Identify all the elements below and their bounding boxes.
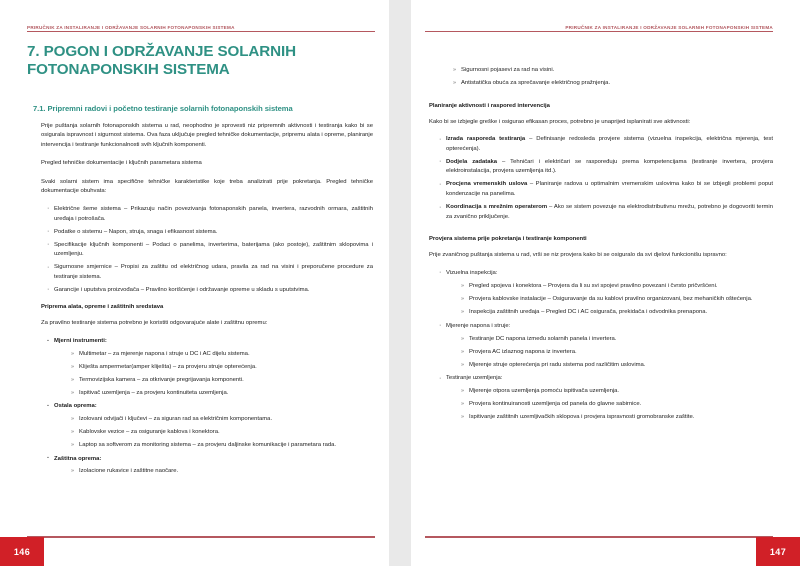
tool-group-list (47, 337, 373, 477)
list-item: » Kablovske vezice – za osiguranje kablova i konektora. (71, 428, 373, 438)
running-header-right (425, 20, 773, 32)
page-147 (411, 0, 800, 566)
list-item (439, 135, 773, 154)
list-item: · Podatke o sistemu – Napon, struja, snaga i efikasnost sistema. (47, 228, 373, 238)
running-header-text: PRIRUČNIK ZA INSTALIRANJE I ODRŽAVANJE SOLARNIH FOTONAPONSKIH SISTEMA (27, 24, 235, 30)
list-item: » Kliješta ampermetar(amper kliješta) – za provjeru struje opterećenja. (71, 363, 373, 373)
documentation-bullet-list (47, 205, 373, 296)
chapter-title: 7. POGON I ODRŽAVANJE SOLARNIH FOTONAPONSKIH SISTEMA (27, 43, 296, 78)
check-group-label: · Testiranje uzemljenja: (439, 374, 773, 384)
list-item: » Multimetar – za mjerenje napona i struje u DC i AC dijelu sistema. (71, 350, 373, 360)
list-item (439, 180, 773, 199)
check-group-items (461, 387, 773, 423)
list-item: » Izolacione rukavice i zaštitne naočare. (71, 467, 373, 477)
page-146-content (27, 38, 373, 522)
list-item: » Termovizijska kamera – za otkrivanje pregrijavanja komponenti. (71, 376, 373, 386)
carryover-item-list (453, 66, 773, 89)
subhead-tools: Priprema alata, opreme i zaštitnih sredstava (41, 304, 164, 311)
list-item: » Testiranje DC napona između solarnih panela i invertera. (461, 335, 773, 345)
list-item-text: – Definisanje redosleda provjere sistema (vizuelna inspekcija, električna mjerenja, test opterećenja). (446, 136, 773, 152)
page-number-badge: 146 (0, 537, 44, 566)
page-number-badge: 147 (756, 537, 800, 566)
check-group-list (439, 269, 773, 423)
page-146-footer (0, 525, 389, 566)
tools-paragraph: Za pravilno testiranje sistema potrebno je koristiti odgovarajuće alate i zaštitnu opremu: (41, 320, 268, 327)
tool-group-label: · Mjerni instrumenti: (47, 337, 373, 347)
list-item: » Laptop sa softverom za monitoring sistema – za provjeru daljinske komunikacije i parametara rada. (71, 441, 373, 451)
list-item: » Inspekcija zaštitnih uređaja – Pregled DC i AC osigurača, prekidača i odvodnika prenapona. (461, 308, 773, 318)
list-item: » Mjerenje struje opterećenja pri radu sistema pod različitim uslovima. (461, 361, 773, 371)
documentation-paragraph: Svaki solarni sistem ima specifične tehničke karakteristike koje treba analizirati prije pokretanja. Pregled tehničke dokumentacije obuhvata: (41, 178, 373, 195)
page-147-footer (411, 525, 800, 566)
running-header-text: PRIRUČNIK ZA INSTALIRANJE I ODRŽAVANJE SOLARNIH FOTONAPONSKIH SISTEMA (565, 24, 773, 30)
check-group-label: · Mjerenje napona i struje: (439, 322, 773, 332)
list-item (439, 158, 773, 177)
list-item-term: Procjena vremenskih uslova (446, 181, 528, 188)
list-item: » Pregled spojeva i konektora – Provjera da li su svi spojevi pravilno povezani i čvrsto pričvršćeni. (461, 282, 773, 292)
list-item-text: – Tehničari i električari se raspoređuju prema kompetencijama (testiranje invertera, provjera elektroinstalacija, provjera uzemljenja itd.). (446, 158, 773, 175)
list-item: » Izolovani odvijači i ključevi – za siguran rad sa električnim komponentama. (71, 415, 373, 425)
page-146 (0, 0, 389, 566)
list-item: » Provjera kablovske instalacije – Osiguravanje da su kablovi pravilno organizovani, bez mehaničkih oštećenja. (461, 295, 773, 305)
footer-rule (27, 536, 375, 538)
tool-group-label: · Zaštitna oprema: (47, 455, 373, 465)
list-item: · Specifikacije ključnih komponenti – Podaci o panelima, inverterima, baterijama (ako postoje), zaštitnim sklopovima i uzemljenju. (47, 241, 373, 260)
section-title: 7.1. Pripremni radovi i početno testiranje solarnih fotonaponskih sistema (33, 103, 293, 113)
list-item: · Garancije i uputstva proizvođača – Pravilno korišćenje i održavanje opreme u skladu s uputstvima. (47, 286, 373, 296)
list-item: » Mjerenje otpora uzemljenja pomoću ispitivača uzemljenja. (461, 387, 773, 397)
tool-group-items (71, 350, 373, 399)
running-header-left (27, 20, 375, 32)
list-item-text: – Ako se sistem povezuje na elektrodistributivnu mrežu, potrebno je dogovoriti termin za zvanično priključenje. (446, 204, 773, 220)
list-item-term: Koordinacija s mrežnim operaterom (446, 204, 548, 211)
subhead-documentation: Pregled tehničke dokumentacije i ključnih parametara sistema (41, 160, 202, 167)
subhead-planning: Planiranje aktivnosti i raspored intervencija (429, 102, 550, 109)
system-check-paragraph: Prije zvaničnog puštanja sistema u rad, vrši se niz provjera kako bi se osiguralo da svi djelovi funkcionišu ispravno: (429, 252, 727, 259)
list-item (439, 203, 773, 222)
list-item: » Ispitivanje zaštitnih uzemljivačkih sklopova i provjera ispravnosti gromobranske zaštite. (461, 413, 773, 423)
planning-bullet-list (439, 135, 773, 222)
page-147-content (429, 38, 773, 522)
list-item: » Antistatička obuća za sprečavanje električnog pražnjenja. (453, 79, 773, 89)
list-item-text: – Planiranje radova u optimalnim vremenskim uslovima kako bi se izbjegli problemi poput kondenzacije na panelima. (446, 181, 773, 197)
tool-group-label: · Ostala oprema: (47, 402, 373, 412)
check-group-items (461, 282, 773, 318)
intro-paragraph: Prije puštanja solarnih fotonaponskih sistema u rad, neophodno je sprovesti niz pripremnih aktivnosti i testiranja kako bi se osigurala ispravnost i sigurnost sistema. Ova faza uključuje pregled tehničke dokumentacije, pripremu alata i opreme, planiranje intervencija i testiranje funkcionalnosti svih ključnih komponenti. (41, 122, 373, 148)
check-group-label: · Vizuelna inspekcija: (439, 269, 773, 279)
list-item: · Sigurnosne smjernice – Propisi za zaštitu od električnog udara, pravila za rad na visini i preporučene procedure za testiranje sistema. (47, 263, 373, 282)
tool-group-items (71, 415, 373, 451)
list-item-term: Izrada rasporeda testiranja (446, 136, 526, 143)
list-item: · Električne šeme sistema – Prikazuju način povezivanja fotonaponskih panela, invertera, razvodnih ormara, zaštitnih uređaja i potrošača. (47, 205, 373, 224)
planning-paragraph: Kako bi se izbjegle greške i osigurao efikasan proces, potrebno je unaprijed isplanirati sve aktivnosti: (429, 118, 691, 125)
tool-group-items (71, 467, 373, 477)
list-item: » Provjera kontinuiranosti uzemljenja od panela do glavne sabirnice. (461, 400, 773, 410)
list-item: » Provjera AC izlaznog napona iz invertera. (461, 348, 773, 358)
list-item: » Sigurnosni pojasevi za rad na visini. (453, 66, 773, 76)
check-group-items (461, 335, 773, 371)
list-item-term: Dodjela zadataka (446, 158, 498, 165)
list-item: » Ispitivač uzemljenja – za provjeru kontinuiteta uzemljenja. (71, 389, 373, 399)
footer-rule (425, 536, 773, 538)
subhead-system-check: Provjera sistema prije pokretanja i testiranje komponenti (429, 236, 587, 243)
